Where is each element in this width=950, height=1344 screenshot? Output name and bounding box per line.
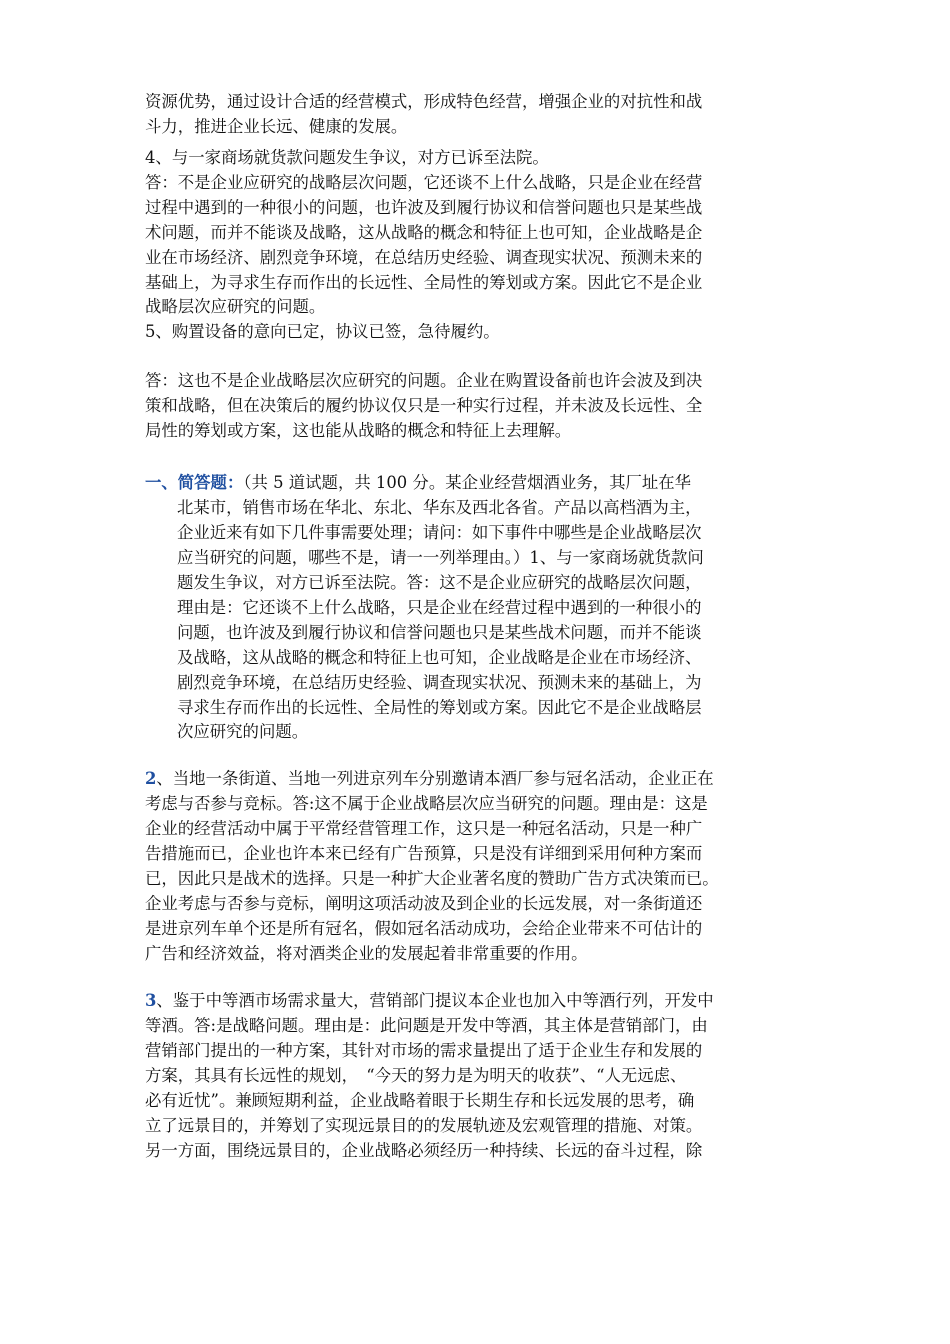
section-intro: （共 5 道试题，共 100 分。某企业经营烟酒业务，其厂址在华 xyxy=(243,473,692,492)
text-line: 题发生争议，对方已诉至法院。答：这不是企业应研究的战略层次问题， xyxy=(177,573,702,592)
text-line: 应当研究的问题，哪些不是，请一一列举理由。）1、与一家商场就货款问 xyxy=(177,548,704,567)
item-number: 2 xyxy=(145,769,157,788)
text-line: 考虑与否参与竞标。答:这不属于企业战略层次应当研究的问题。理由是：这是 xyxy=(145,794,708,813)
item-number: 3 xyxy=(145,991,157,1010)
text-line: 寻求生存而作出的长远性、全局性的筹划或方案。因此它不是企业战略层 xyxy=(177,698,702,717)
text-line: 另一方面，围绕远景目的，企业战略必须经历一种持续、长远的奋斗过程，除 xyxy=(145,1141,703,1160)
item-text: 、当地一条街道、当地一列进京列车分别邀请本酒厂参与冠名活动，企业正在 xyxy=(156,769,714,788)
question-5: 5、购置设备的意向已定，协议已签，急待履约。 xyxy=(145,322,500,341)
text-line: 必有近忧”。兼顾短期利益，企业战略着眼于长期生存和长远发展的思考，确 xyxy=(145,1091,695,1110)
question-4: 4、与一家商场就货款问题发生争议，对方已诉至法院。 xyxy=(145,148,549,167)
text-line: 策和战略，但在决策后的履约协议仅只是一种实行过程，并未波及长远性、全 xyxy=(145,396,703,415)
text-line: 理由是：它还谈不上什么战略，只是企业在经营过程中遇到的一种很小的 xyxy=(177,598,702,617)
text-line: 北某市，销售市场在华北、东北、华东及西北各省。产品以高档酒为主， xyxy=(177,498,702,517)
text-line: 已，因此只是战术的选择。只是一种扩大企业著名度的赞助广告方式决策而已。 xyxy=(145,869,719,888)
text-line: 剧烈竞争环境，在总结历史经验、调查现实状况、预测未来的基础上，为 xyxy=(177,673,702,692)
text-line: 术问题，而并不能谈及战略，这从战略的概念和特征上也可知，企业战略是企 xyxy=(145,223,703,242)
item-3-line xyxy=(145,988,714,1013)
text-line: 战略层次应研究的问题。 xyxy=(145,297,326,316)
text-line: 及战略，这从战略的概念和特征上也可知，企业战略是企业在市场经济、 xyxy=(177,648,702,667)
text-line: 答：这也不是企业战略层次应研究的问题。企业在购置设备前也许会波及到决 xyxy=(145,371,703,390)
text-line: 告措施而已，企业也许本来已经有广告预算，只是没有详细到采用何种方案而 xyxy=(145,844,703,863)
text-line: 过程中遇到的一种很小的问题，也许波及到履行协议和信誉问题也只是某些战 xyxy=(145,198,703,217)
text-line: 企业考虑与否参与竞标，阐明这项活动波及到企业的长远发展，对一条街道还 xyxy=(145,894,703,913)
text-line: 业在市场经济、剧烈竞争环境，在总结历史经验、调查现实状况、预测未来的 xyxy=(145,248,703,267)
text-line: 等酒。答:是战略问题。理由是：此问题是开发中等酒，其主体是营销部门，由 xyxy=(145,1016,708,1035)
item-2-line xyxy=(145,766,714,791)
text-line: 基础上，为寻求生存而作出的长远性、全局性的筹划或方案。因此它不是企业 xyxy=(145,273,703,292)
section-heading: 一、简答题： xyxy=(145,473,244,492)
text-line: 问题，也许波及到履行协议和信誉问题也只是某些战术问题，而并不能谈 xyxy=(177,623,702,642)
text-line: 企业的经营活动中属于平常经营管理工作，这只是一种冠名活动，只是一种广 xyxy=(145,819,703,838)
text-line: 是进京列车单个还是所有冠名，假如冠名活动成功，会给企业带来不可估计的 xyxy=(145,919,703,938)
text-line: 企业近来有如下几件事需要处理；请问：如下事件中哪些是企业战略层次 xyxy=(177,523,702,542)
item-text: 、鉴于中等酒市场需求量大，营销部门提议本企业也加入中等酒行列，开发中 xyxy=(156,991,714,1010)
text-line: 斗力，推进企业长远、健康的发展。 xyxy=(145,117,408,136)
text-line: 答：不是企业应研究的战略层次问题，它还谈不上什么战略，只是企业在经营 xyxy=(145,173,703,192)
text-line: 局性的筹划或方案，这也能从战略的概念和特征上去理解。 xyxy=(145,421,572,440)
text-line: 资源优势，通过设计合适的经营模式，形成特色经营，增强企业的对抗性和战 xyxy=(145,92,703,111)
text-line: 次应研究的问题。 xyxy=(177,722,309,741)
text-line: 广告和经济效益，将对酒类企业的发展起着非常重要的作用。 xyxy=(145,944,588,963)
text-line: 方案，其具有长远性的规划， “今天的努力是为明天的收获”、“人无远虑、 xyxy=(145,1066,687,1085)
text-line: 营销部门提出的一种方案，其针对市场的需求量提出了适于企业生存和发展的 xyxy=(145,1041,703,1060)
text-line: 立了远景目的，并筹划了实现远景目的的发展轨迹及宏观管理的措施、对策。 xyxy=(145,1116,703,1135)
section-heading-line xyxy=(145,470,691,495)
